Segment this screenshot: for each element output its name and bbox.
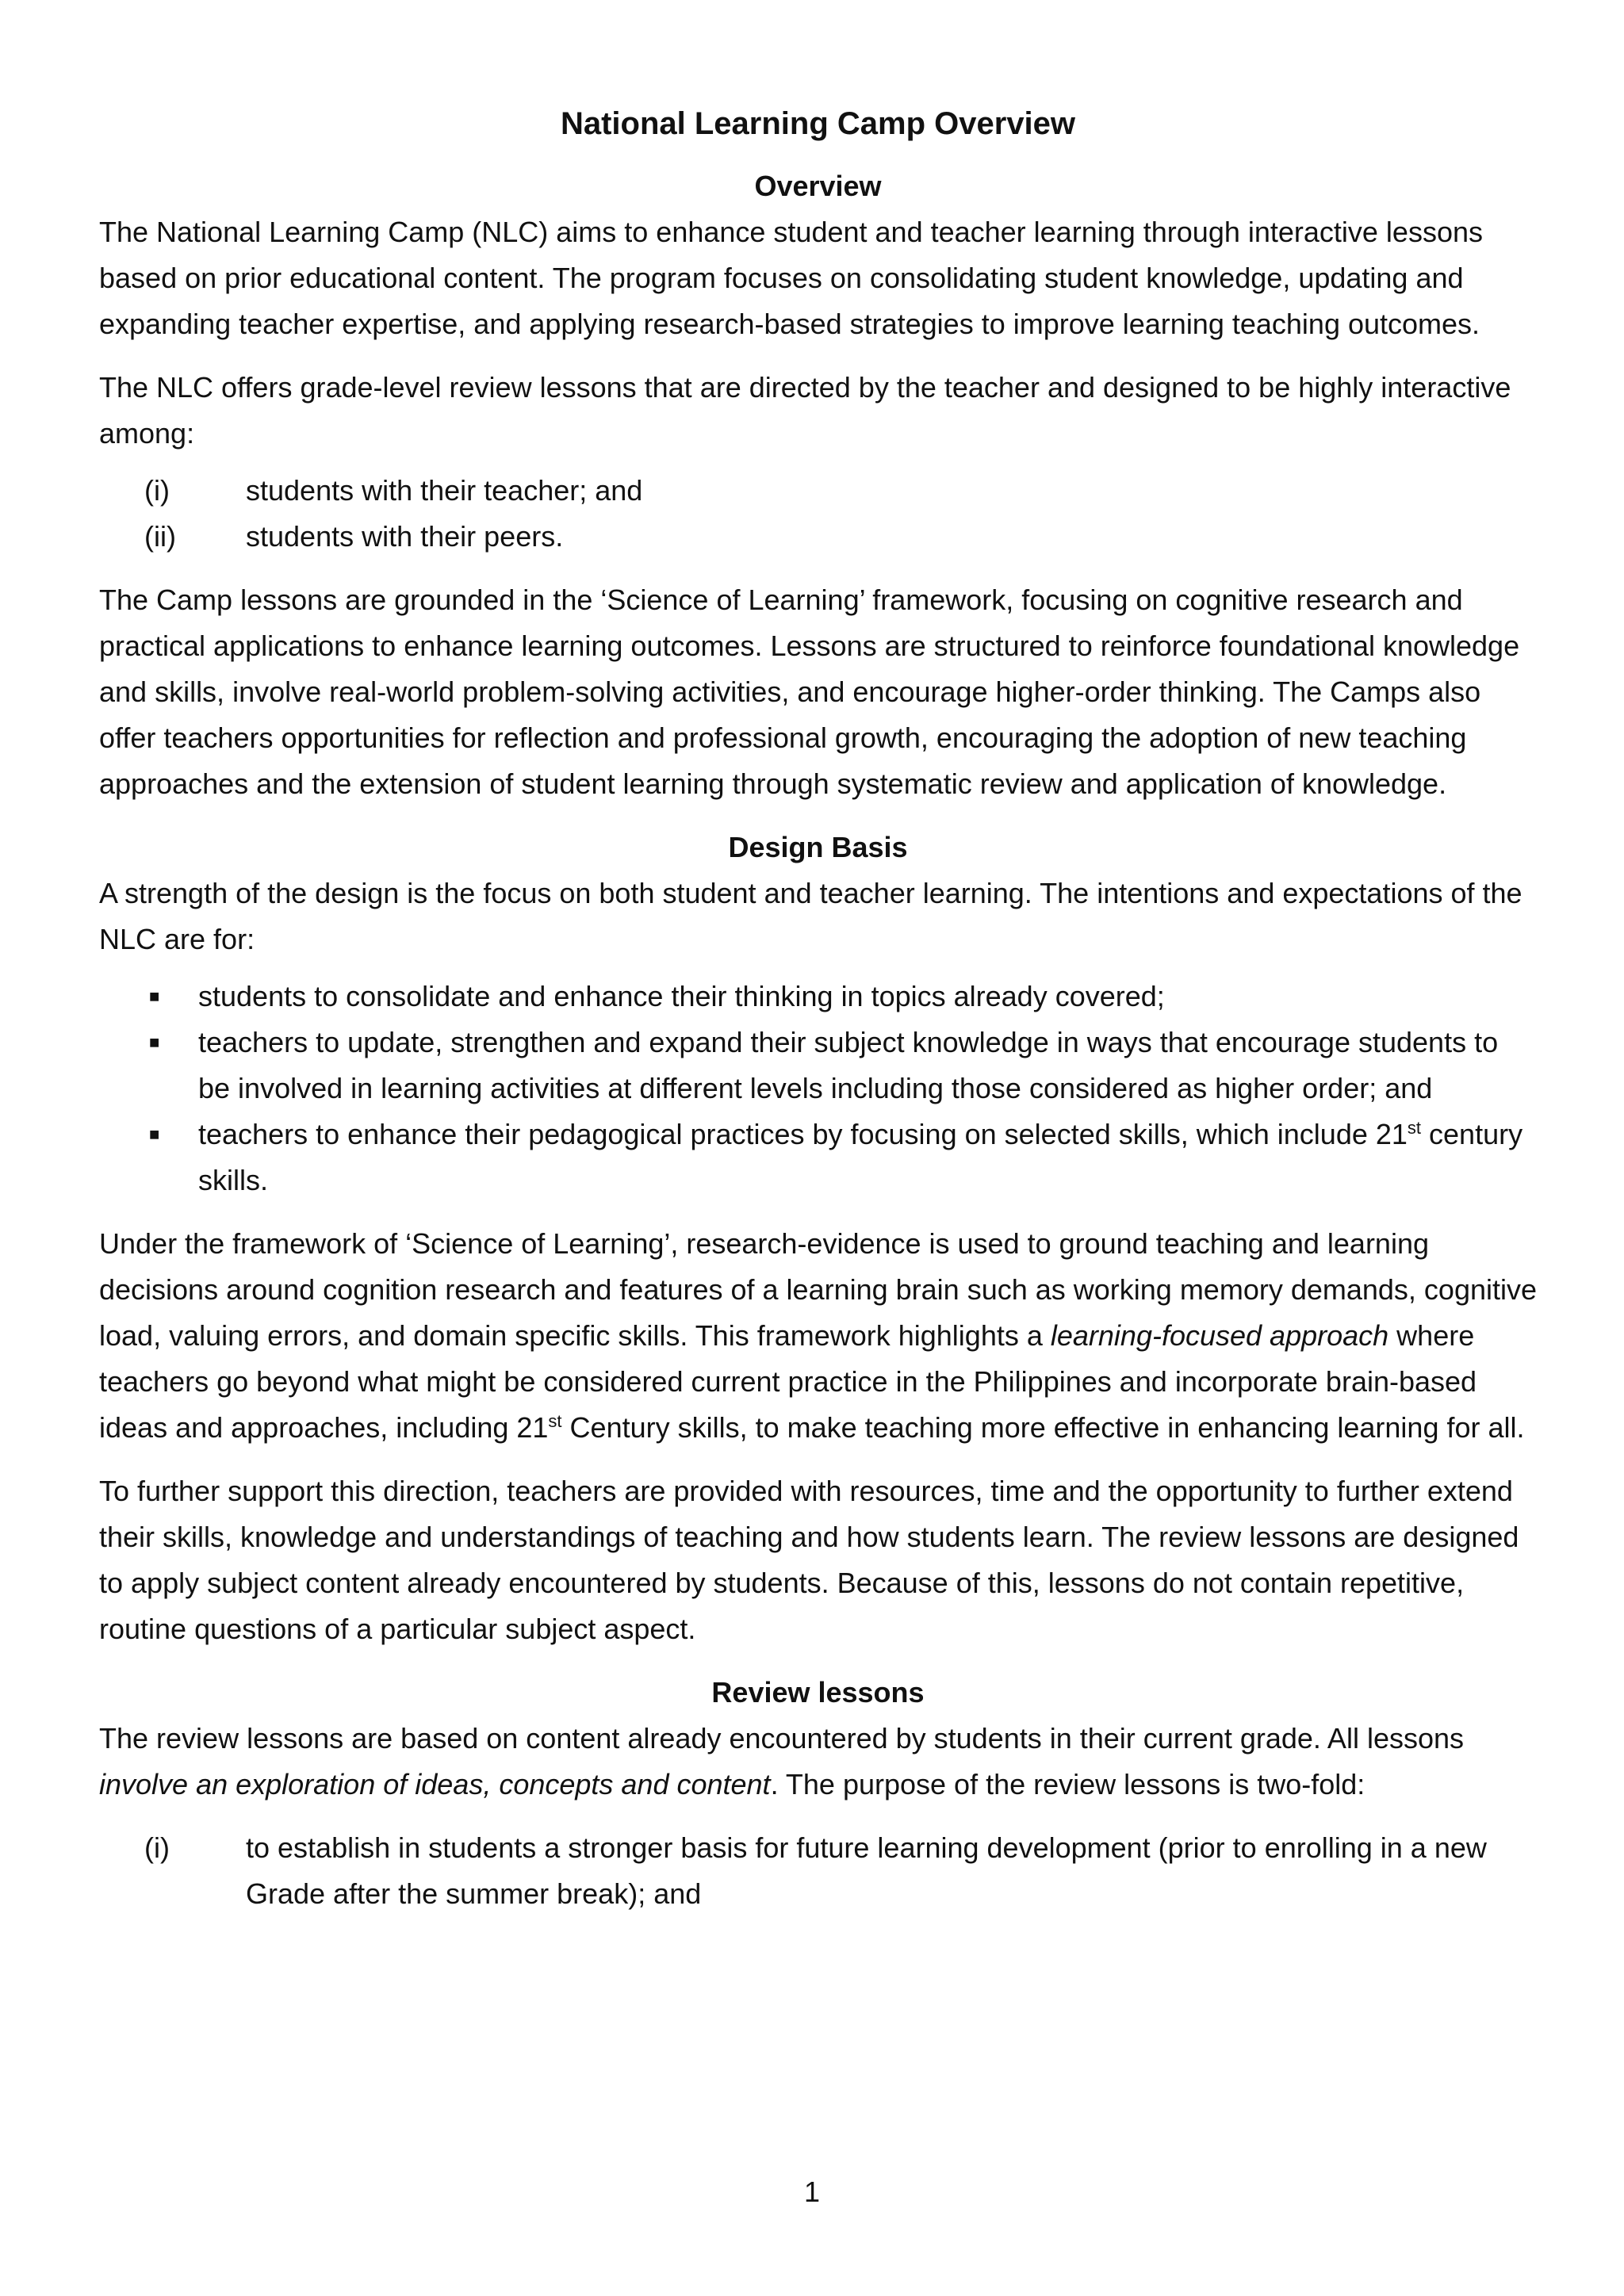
list-item-text: teachers to update, strengthen and expand their subject knowledge in ways that encourage students to be involved in learning activities at different levels including those considered as higher order; and [198, 1026, 1499, 1104]
page-title: National Learning Camp Overview [560, 106, 1076, 141]
bullet-icon: ■ [149, 1124, 160, 1144]
list-item-text: teachers to enhance their pedagogical practices by focusing on selected skills, which include 21st century skills. [198, 1118, 1523, 1196]
page-number: 1 [803, 2175, 821, 2208]
section-heading-overview: Overview [754, 170, 882, 202]
list-item [99, 468, 1537, 514]
section-heading-design-basis: Design Basis [728, 831, 908, 863]
list-item-text: to establish in students a stronger basis for future learning development (prior to enrolling in a new Grade after the summer break); and [246, 1831, 1487, 1910]
design-paragraph-2: Under the framework of ‘Science of Learning’, research-evidence is used to ground teaching and learning decisions around cognition research and features of a learning brain such as working memory demands, cognitive load, valuing errors, and domain specific skills. This framework highlights a learning-focused approach where teachers go beyond what might be considered current practice in the Philippines and incorporate brain-based ideas and approaches, including 21st Century skills, to make teaching more effective in enhancing learning for all. [99, 1227, 1538, 1444]
list-item-text: students to consolidate and enhance their thinking in topics already covered; [198, 980, 1165, 1012]
overview-paragraph-3: The Camp lessons are grounded in the ‘Science of Learning’ framework, focusing on cognitive research and practical applications to enhance learning outcomes. Lessons are structured to reinforce foundational knowledge and skills, involve real-world problem-solving activities, and encourage higher-order thinking. The Camps also offer teachers opportunities for reflection and professional growth, encouraging the adoption of new teaching approaches and the extension of student learning through systematic review and application of knowledge. [99, 584, 1520, 800]
list-item-number: (i) [144, 1831, 170, 1864]
design-paragraph-1: A strength of the design is the focus on both student and teacher learning. The intentions and expectations of the NLC are for: [99, 877, 1522, 955]
list-item-text: students with their peers. [246, 520, 564, 553]
overview-paragraph-1: The National Learning Camp (NLC) aims to enhance student and teacher learning through interactive lessons based on prior educational content. The program focuses on consolidating student knowledge, updating and expanding teacher expertise, and applying research-based strategies to improve learning teaching outcomes. [99, 216, 1483, 340]
design-bullet-list [99, 974, 1537, 1203]
list-item [99, 514, 1537, 560]
bullet-icon: ■ [149, 986, 160, 1006]
list-item [99, 1020, 1537, 1112]
section-heading-review-lessons: Review lessons [711, 1676, 925, 1709]
design-paragraph-3: To further support this direction, teachers are provided with resources, time and the opportunity to further extend their skills, knowledge and understandings of teaching and how students learn. The review lessons are designed to apply subject content already encountered by students. Because of this, lessons do not contain repetitive, routine questions of a particular subject aspect. [99, 1475, 1519, 1645]
list-item-text: students with their teacher; and [246, 474, 643, 507]
review-paragraph-1: The review lessons are based on content already encountered by students in their current grade. All lessons involve an exploration of ideas, concepts and content. The purpose of the review lessons is two-fold: [99, 1722, 1465, 1800]
review-list [99, 1825, 1537, 1917]
overview-paragraph-2: The NLC offers grade-level review lessons that are directed by the teacher and designed to be highly interactive among: [99, 371, 1511, 450]
list-item [99, 1825, 1537, 1917]
bullet-icon: ■ [149, 1032, 160, 1052]
overview-list [99, 468, 1537, 560]
list-item [99, 1112, 1537, 1203]
list-item-number: (ii) [144, 520, 176, 553]
list-item [99, 974, 1537, 1020]
list-item-number: (i) [144, 474, 170, 507]
